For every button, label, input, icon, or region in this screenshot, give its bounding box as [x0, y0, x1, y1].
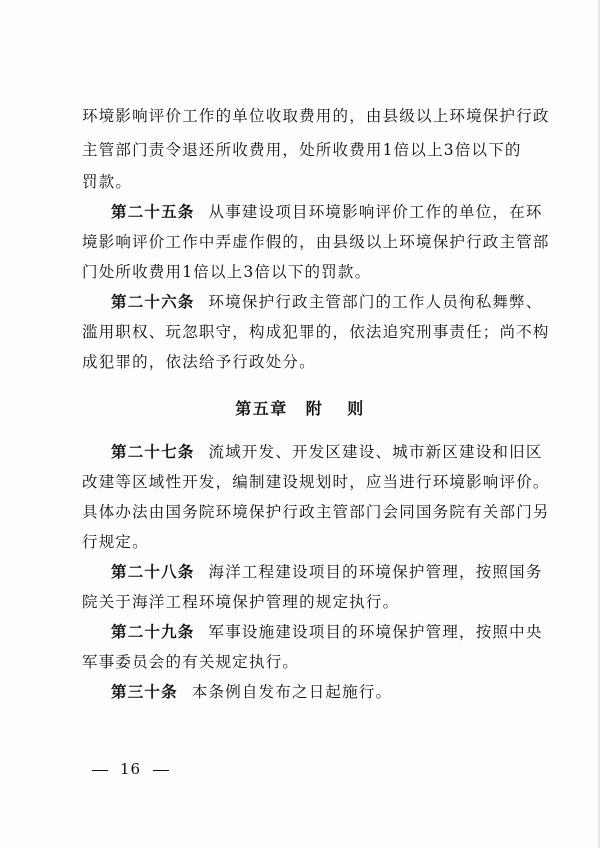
article-number: 第二十六条	[111, 292, 195, 311]
body-line: 门处所收费用1倍以上3倍以下的罚款。	[82, 263, 372, 281]
body-line: 主管部门责令退还所收费用，处所收费用1倍以上3倍以下的	[82, 141, 522, 159]
page-number: 16	[92, 760, 169, 778]
body-line: 改建等区域性开发，编制建设规划时，应当进行环境影响评价。	[82, 473, 550, 491]
article-25: 第二十五条 从事建设项目环境影响评价工作的单位，在环	[111, 202, 543, 221]
body-line: 具体办法由国务院环境保护行政主管部门会同国务院有关部门另	[82, 503, 550, 521]
body-line: 环境影响评价工作的单位收取费用的，由县级以上环境保护行政	[82, 107, 550, 125]
dash-left	[92, 770, 108, 771]
body-line: 境影响评价工作中弄虚作假的，由县级以上环境保护行政主管部	[82, 233, 550, 251]
body-line: 院关于海洋工程环境保护管理的规定执行。	[82, 593, 400, 611]
body-line: 滥用职权、玩忽职守，构成犯罪的，依法追究刑事责任；尚不构	[82, 323, 550, 341]
article-number: 第二十八条	[111, 562, 195, 581]
chapter-heading: 第五章 附 则	[235, 399, 365, 418]
article-30: 第三十条 本条例自发布之日起施行。	[111, 682, 393, 701]
body-line: 军事委员会的有关规定执行。	[82, 653, 300, 671]
article-number: 第二十五条	[111, 202, 195, 221]
article-27: 第二十七条 流域开发、开发区建设、城市新区建设和旧区	[111, 442, 543, 461]
article-number: 第三十条	[111, 682, 178, 701]
article-28: 第二十八条 海洋工程建设项目的环境保护管理，按照国务	[111, 562, 543, 581]
article-number: 第二十七条	[111, 442, 195, 461]
body-line: 罚款。	[82, 173, 133, 191]
article-29: 第二十九条 军事设施建设项目的环境保护管理，按照中央	[111, 622, 543, 641]
body-line: 成犯罪的，依法给予行政处分。	[82, 353, 316, 371]
article-number: 第二十九条	[111, 622, 195, 641]
dash-right	[153, 770, 169, 771]
article-26: 第二十六条 环境保护行政主管部门的工作人员徇私舞弊、	[111, 292, 543, 311]
body-line: 行规定。	[82, 533, 149, 551]
